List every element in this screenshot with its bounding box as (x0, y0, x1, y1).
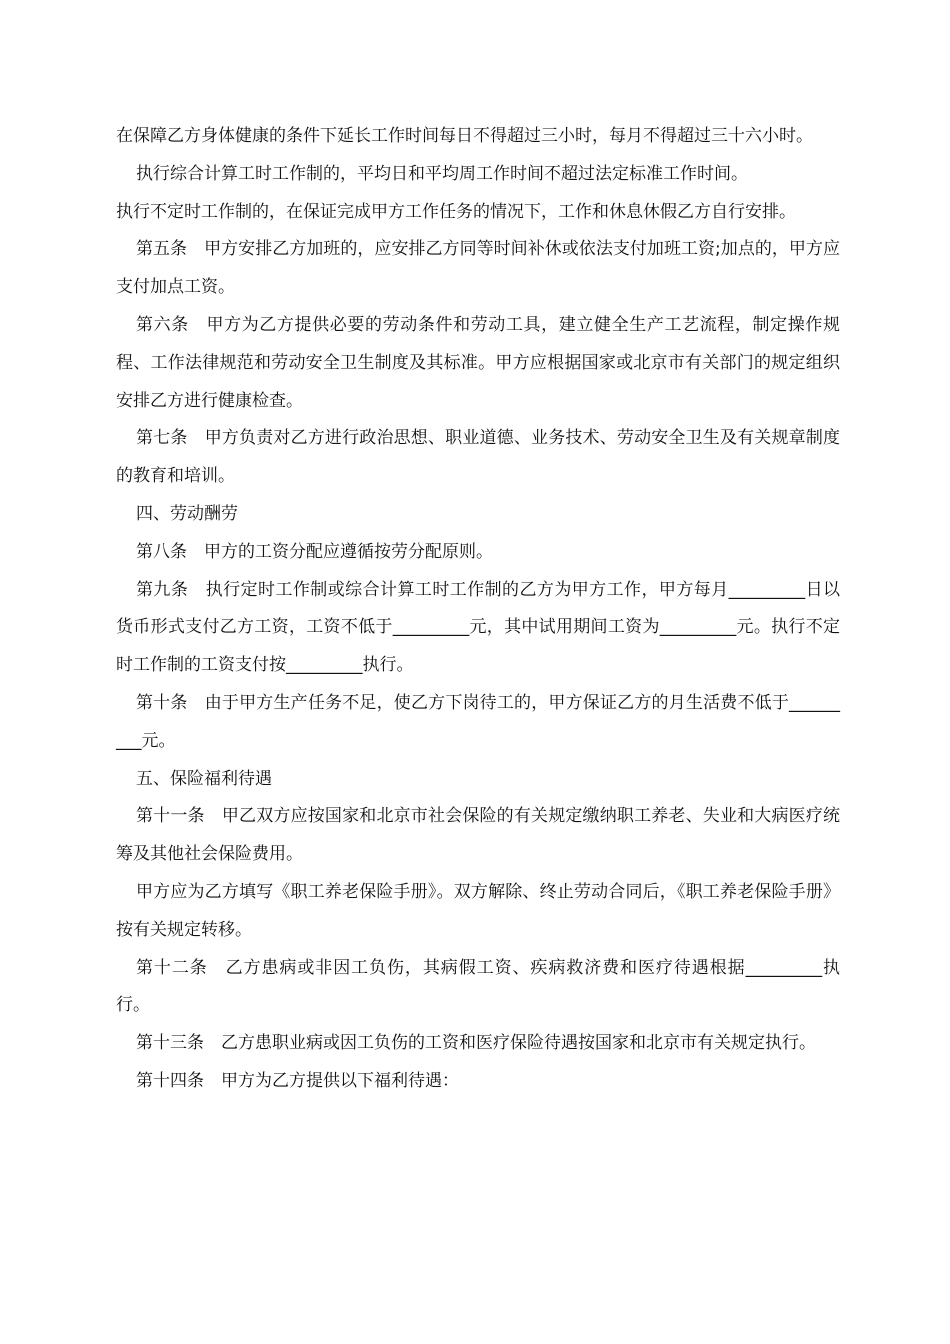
document-page (116, 118, 840, 1101)
paragraph-article-10: 第十条 由于甲方生产任务不足，使乙方下岗待工的，甲方保证乙方的月生活费不低于_________元。 (116, 692, 840, 751)
paragraph-flexible-hours: 执行不定时工作制的，在保证完成甲方工作任务的情况下，工作和休息休假乙方自行安排。 (116, 201, 796, 222)
section-heading-insurance: 五、保险福利待遇 (136, 768, 272, 789)
paragraph-article-11: 第十一条 甲乙双方应按国家和北京市社会保险的有关规定缴纳职工养老、失业和大病医疗统筹及其他社会保险费用。 (116, 806, 840, 865)
paragraph-article-9: 第九条 执行定时工作制或综合计算工时工作制的乙方为甲方工作，甲方每月_________日以货币形式支付乙方工资，工资不低于_________元，其中试用期间工资为_________元。执行不定时工作制的工资支付按_________执行。 (116, 579, 840, 676)
paragraph-article-13: 第十三条 乙方患职业病或因工负伤的工资和医疗保险待遇按国家和北京市有关规定执行。 (136, 1033, 816, 1054)
section-heading-remuneration: 四、劳动酬劳 (136, 503, 238, 524)
paragraph-overtime-limit: 在保障乙方身体健康的条件下延长工作时间每日不得超过三小时，每月不得超过三十六小时。 (116, 126, 813, 146)
paragraph-article-7: 第七条 甲方负责对乙方进行政治思想、职业道德、业务技术、劳动安全卫生及有关规章制度的教育和培训。 (116, 428, 840, 487)
paragraph-article-12: 第十二条 乙方患病或非因工负伤，其病假工资、疾病救济费和医疗待遇根据_________执行。 (116, 957, 840, 1016)
paragraph-pension-handbook: 甲方应为乙方填写《职工养老保险手册》。双方解除、终止劳动合同后，《职工养老保险手册》按有关规定转移。 (116, 881, 840, 940)
paragraph-article-6: 第六条 甲方为乙方提供必要的劳动条件和劳动工具，建立健全生产工艺流程，制定操作规程、工作法律规范和劳动安全卫生制度及其标准。甲方应根据国家或北京市有关部门的规定组织安排乙方进行健康检查。 (116, 314, 840, 411)
paragraph-article-14: 第十四条 甲方为乙方提供以下福利待遇： (136, 1070, 459, 1091)
paragraph-article-8: 第八条 甲方的工资分配应遵循按劳分配原则。 (136, 541, 493, 562)
paragraph-article-5: 第五条 甲方安排乙方加班的，应安排乙方同等时间补休或依法支付加班工资;加点的，甲方应支付加点工资。 (116, 239, 840, 298)
paragraph-comprehensive-hours: 执行综合计算工时工作制的，平均日和平均周工作时间不超过法定标准工作时间。 (136, 163, 748, 184)
